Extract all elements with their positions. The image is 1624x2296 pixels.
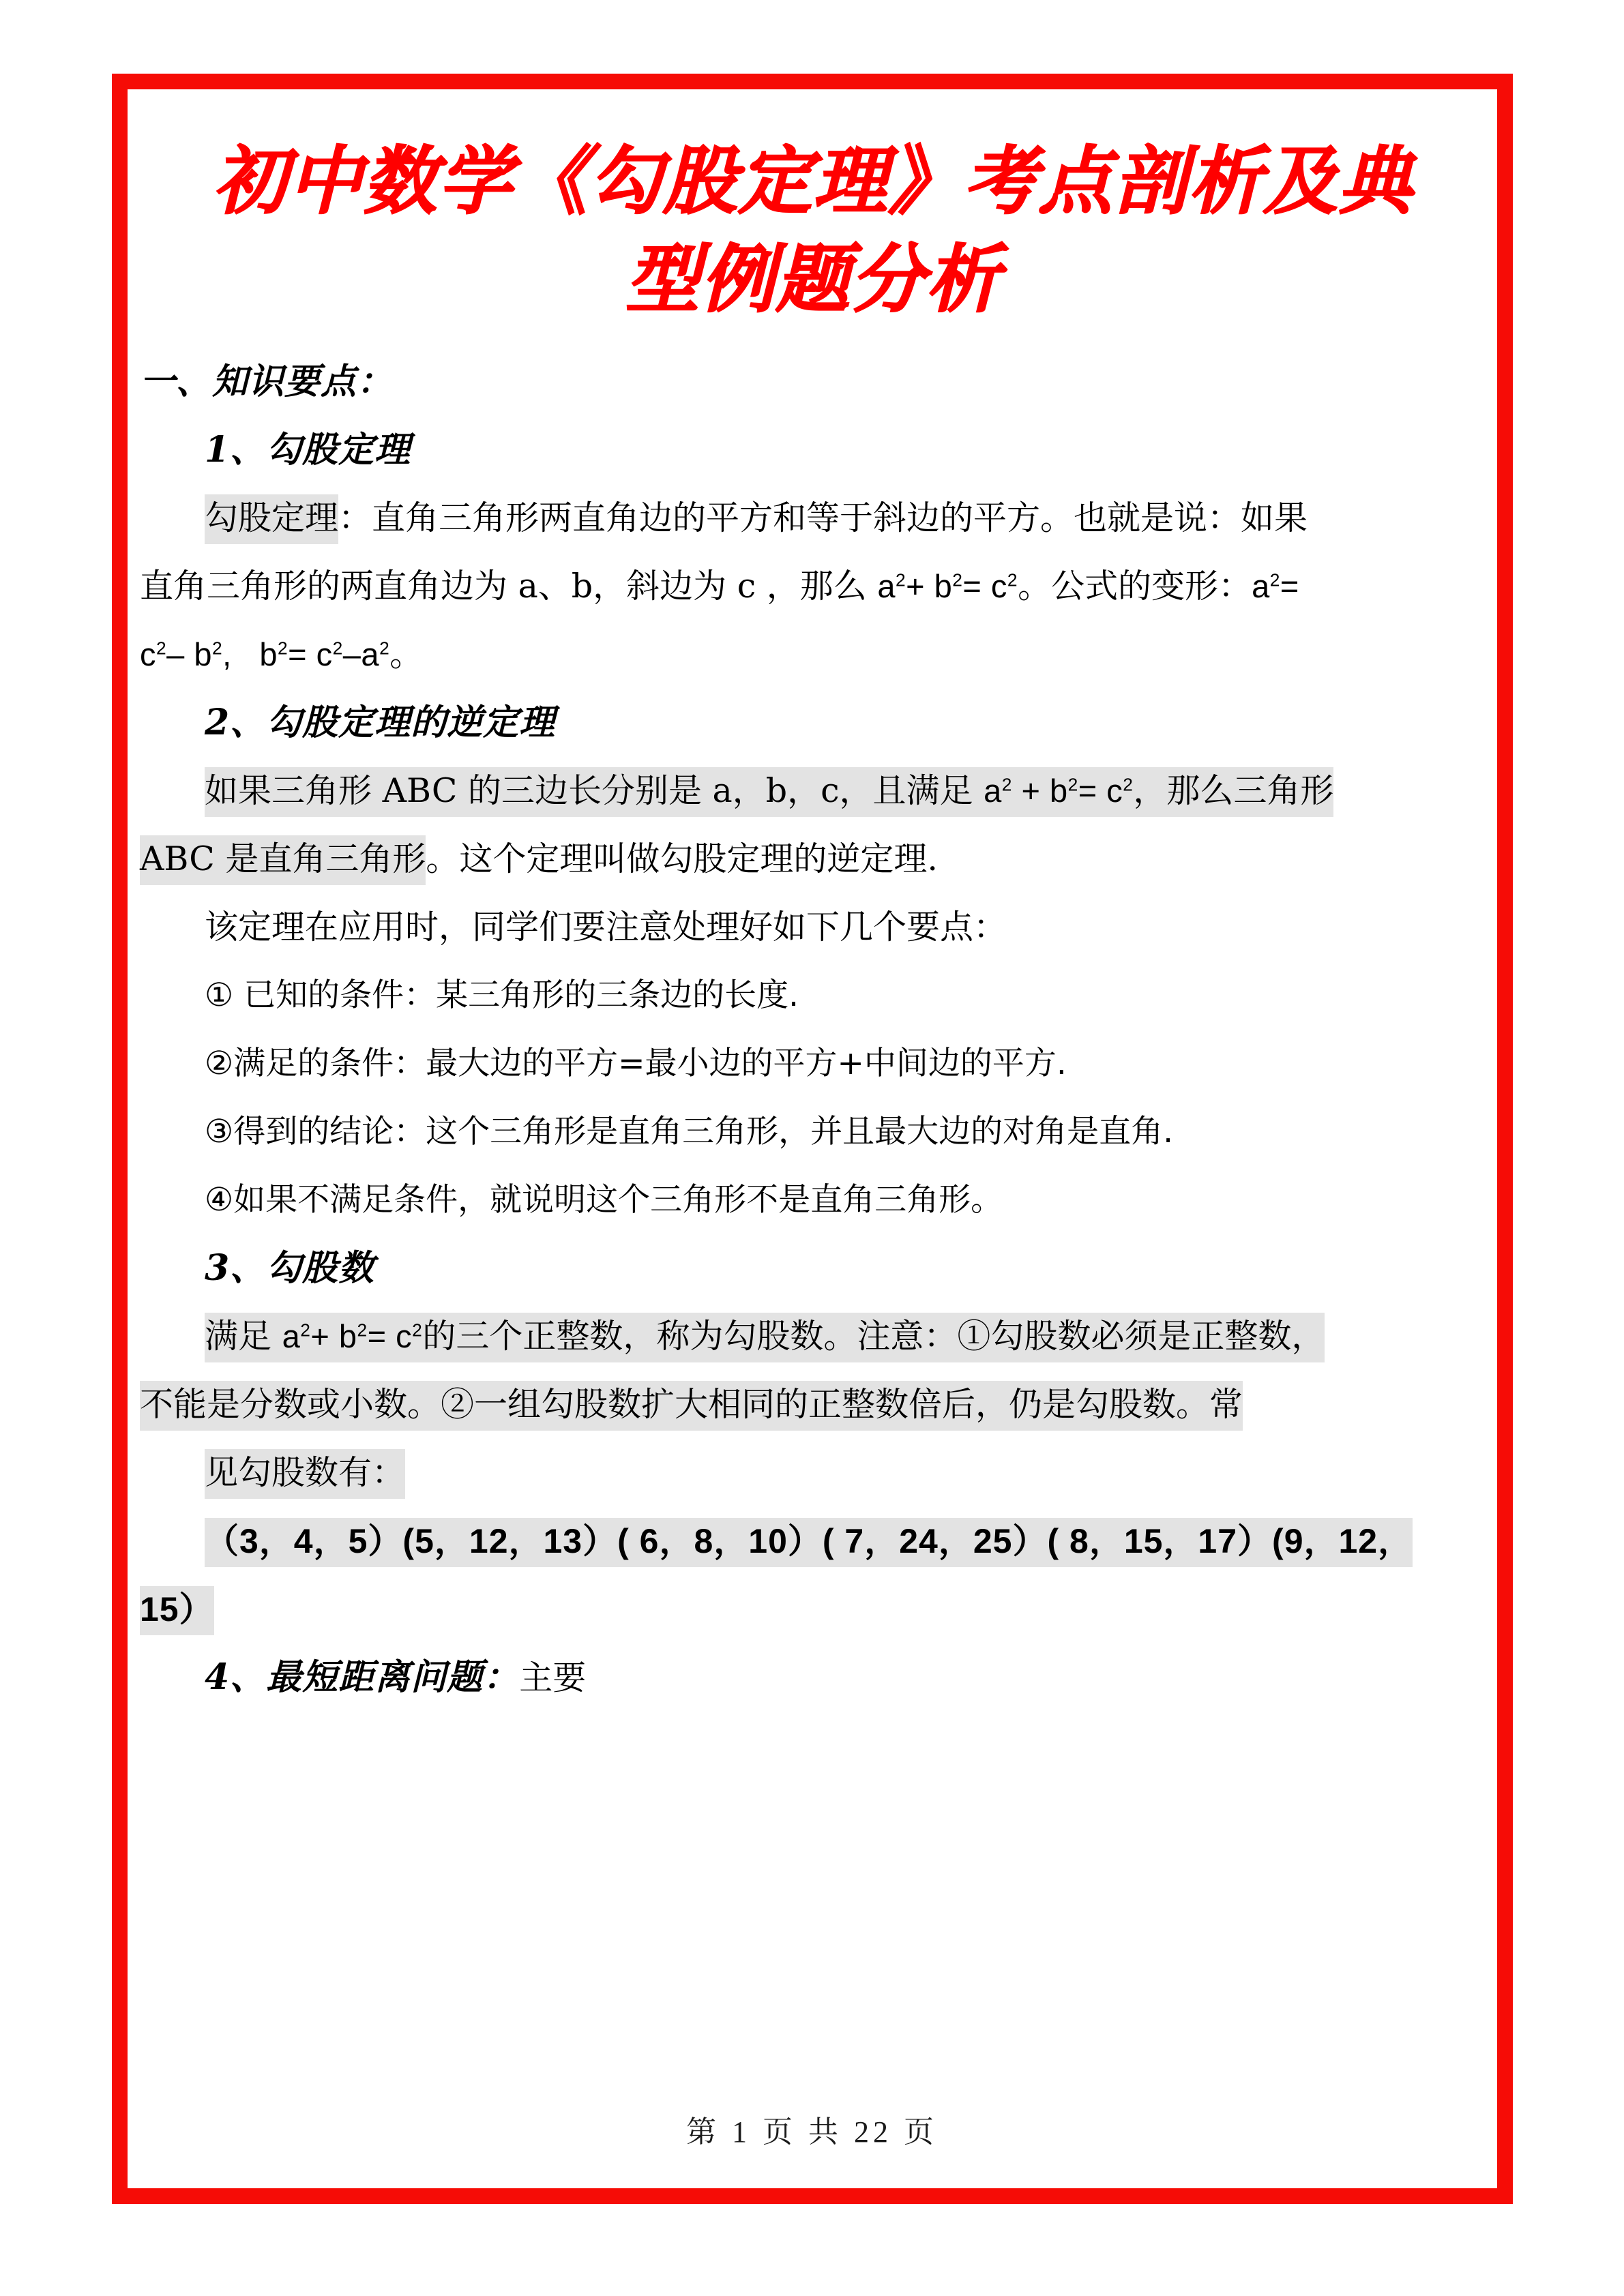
formula-pythagorean: $a^2+ b^2= c^2$ (877, 568, 1018, 605)
theorem-body-a: ：直角三角形两直角边的平方和等于斜边的平方。也就是说：如果 (338, 498, 1308, 538)
formula-pythagorean-converse: $a^2 + b^2= c^2$ (984, 773, 1134, 809)
list-item-not-satisfied: ④如果不满足条件，就说明这个三角形不是直角三角形。 (205, 1181, 1003, 1219)
paragraph-triples-values-line-1 (140, 1507, 1487, 1575)
list-item-condition-known: ① 已知的条件：某三角形的三条边的长度. (205, 976, 799, 1015)
paragraph-converse-application-intro: 该定理在应用时，同学们要注意处理好如下几个要点： (205, 908, 1007, 947)
formula-a-squared: $a^2=$ (1252, 568, 1299, 605)
subsection-heading-pythagorean-theorem: 1、勾股定理 (205, 429, 411, 471)
shortest-distance-label: 4、最短距离问题： (205, 1656, 520, 1699)
highlight-triples-values-2: 15） (140, 1586, 214, 1635)
paragraph-theorem-line-1 (140, 484, 1487, 552)
theorem-body-b-pre: 直角三角形的两直角边为 a、b，斜边为 c ，那么 (140, 567, 878, 606)
paragraph-triples-line-2 (140, 1371, 1487, 1439)
subsection-heading-converse-theorem: 2、勾股定理的逆定理 (205, 702, 556, 744)
paragraph-theorem-line-2 (140, 552, 1487, 621)
highlight-triples-definition-part3: 见勾股数有： (205, 1449, 405, 1499)
highlight-converse-statement-part1 (205, 767, 1333, 817)
highlight-triples-definition-part1 (205, 1313, 1325, 1362)
converse-post: ，那么三角形 (1133, 771, 1334, 811)
converse-pre: 如果三角形 ABC 的三边长分别是 a，b，c，且满足 (205, 771, 984, 811)
subsection-heading-pythagorean-triples: 3、勾股数 (205, 1247, 375, 1289)
list-item-condition-satisfied: ②满足的条件：最大边的平方=最小边的平方+中间边的平方. (205, 1045, 1067, 1083)
paragraph-converse-line-1 (140, 757, 1487, 825)
shortest-distance-tail: 主要 (519, 1658, 587, 1698)
paragraph-converse-line-2 (140, 825, 1487, 893)
theorem-body-c-tail: 。 (389, 635, 424, 674)
paragraph-theorem-line-3 (140, 621, 1487, 689)
subsection-heading-shortest-distance (140, 1643, 1487, 1712)
page-footer: 第 1 页 共 22 页 (686, 2115, 938, 2149)
section-heading-knowledge-points: 一、知识要点： (140, 361, 394, 403)
highlight-converse-statement-part2: ABC 是直角三角形 (140, 835, 426, 885)
triples-pre: 满足 (205, 1317, 282, 1356)
paragraph-triples-values-line-2 (140, 1575, 1487, 1643)
document-content (140, 102, 1487, 1712)
highlight-triples-values-1: （3，4，5）(5，12，13）( 6，8，10）( 7，24，25）( 8，15，17）(9，12， (205, 1518, 1413, 1567)
triples-def-a: 的三个正整数，称为勾股数。注意：①勾股数必须是正整数， (422, 1317, 1325, 1356)
converse-tail: 。这个定理叫做勾股定理的逆定理. (426, 839, 938, 879)
paragraph-triples-line-3 (140, 1439, 1487, 1507)
page-title: 初中数学《勾股定理》考点剖析及典型例题分析 (213, 138, 1414, 323)
highlight-triples-definition-part2: 不能是分数或小数。②一组勾股数扩大相同的正整数倍后，仍是勾股数。常 (140, 1381, 1243, 1431)
formula-transformations: $c^2-$ $b^2$, $b^2= c^2-a^2$ (140, 636, 390, 673)
theorem-body-b-mid: 。公式的变形： (1018, 567, 1252, 606)
list-item-conclusion: ③得到的结论：这个三角形是直角三角形，并且最大边的对角是直角. (205, 1113, 1174, 1151)
formula-pythagorean-triples: $a^2+ b^2= c^2$ (282, 1318, 423, 1355)
paragraph-triples-line-1 (140, 1302, 1487, 1371)
highlight-term-pythagorean: 勾股定理 (205, 494, 338, 544)
